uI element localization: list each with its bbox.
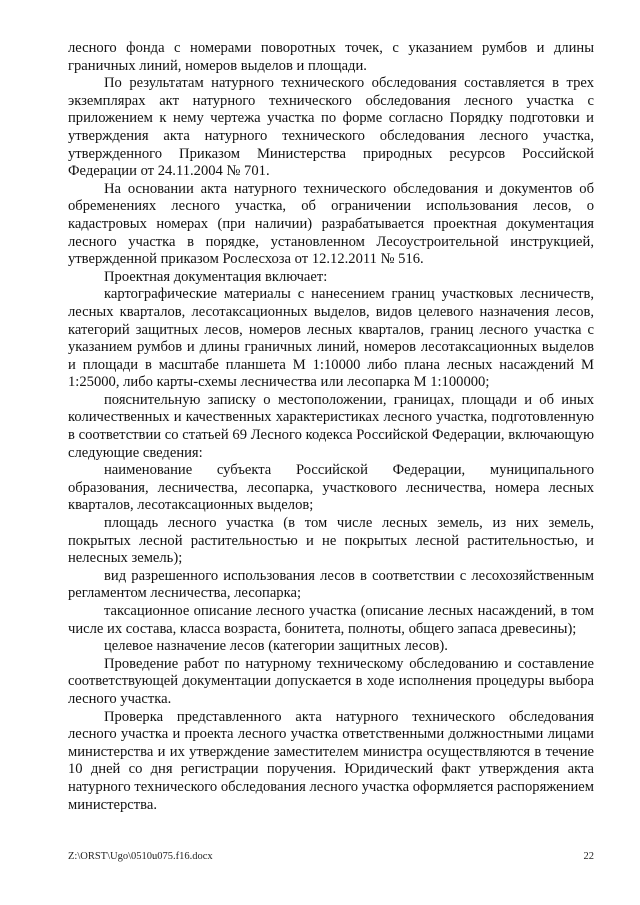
file-path: Z:\ORST\Ugo\0510u075.f16.docx xyxy=(68,851,213,862)
document-body xyxy=(68,40,594,814)
paragraph-12: Проведение работ по натурному техническому обследованию и составление соответствующей документации допускается в ходе исполнения процедуры выбора лесного участка. xyxy=(68,655,594,707)
paragraph-6: пояснительную записку о местоположении, границах, площади и об иных количественных и качественных характеристиках лесного участка, подготовленную в соответствии со статьей 69 Лесного кодекса Российской Федерации, включающую следующие сведения: xyxy=(68,391,594,461)
page-number: 22 xyxy=(583,851,594,862)
paragraph-8: площадь лесного участка (в том числе лесных земель, из них земель, покрытых лесной растительностью и не покрытых лесной растительностью, и нелесных земель); xyxy=(68,515,594,567)
paragraph-13: Проверка представленного акта натурного технического обследования лесного участка и проекта лесного участка ответственными должностными лицами министерства и их утверждение заместителем министра осуществляются в течение 10 дней со дня регистрации поручения. Юридический факт утверждения акта натурного технического обследования лесного участка оформляется распоряжением министерства. xyxy=(68,708,594,813)
paragraph-9: вид разрешенного использования лесов в соответствии с лесохозяйственным регламентом лесничества, лесопарка; xyxy=(68,567,594,602)
paragraph-5: картографические материалы с нанесением границ участковых лесничеств, лесных кварталов, лесотаксационных выделов, видов целевого назначения лесов, категорий защитных лесов, номеров лесных кварталов, границ лесного участка с указанием румбов и длины граничных линий, номеров лесотаксационных выделов и площади в масштабе планшета М 1:10000 либо плана лесных насаждений М 1:25000, либо карты-схемы лесничества или лесопарка М 1:100000; xyxy=(68,286,594,391)
paragraph-3: На основании акта натурного технического обследования и документов об обременениях лесного участка, об ограничении использования лесов, о кадастровых номерах (при наличии) разрабатывается проектная документация лесного участка в порядке, установленном Лесоустроительной инструкцией, утвержденной приказом Рослесхоза от 12.12.2011 № 516. xyxy=(68,180,594,268)
paragraph-1: лесного фонда с номерами поворотных точек, с указанием румбов и длины граничных линий, номеров выделов и площади. xyxy=(68,40,594,74)
paragraph-10: таксационное описание лесного участка (описание лесных насаждений, в том числе их состава, класса возраста, бонитета, полноты, общего запаса древесины); xyxy=(68,603,594,637)
paragraph-2: По результатам натурного технического обследования составляется в трех экземплярах акт натурного технического обследования лесного участка с приложением к нему чертежа участка по форме согласно Порядку подготовки и утверждения акта натурного технического обследования лесного участка, утвержденного Приказом Министерства природных ресурсов Российской Федерации от 24.11.2004 № 701. xyxy=(68,75,594,180)
paragraph-4: Проектная документация включает: xyxy=(104,268,328,285)
paragraph-7: наименование субъекта Российской Федерации, муниципального образования, лесничества, лесопарка, участкового лесничества, номера лесных кварталов, лесотаксационных выделов; xyxy=(68,462,594,514)
paragraph-11: целевое назначение лесов (категории защитных лесов). xyxy=(104,638,448,655)
page-footer xyxy=(68,851,594,862)
